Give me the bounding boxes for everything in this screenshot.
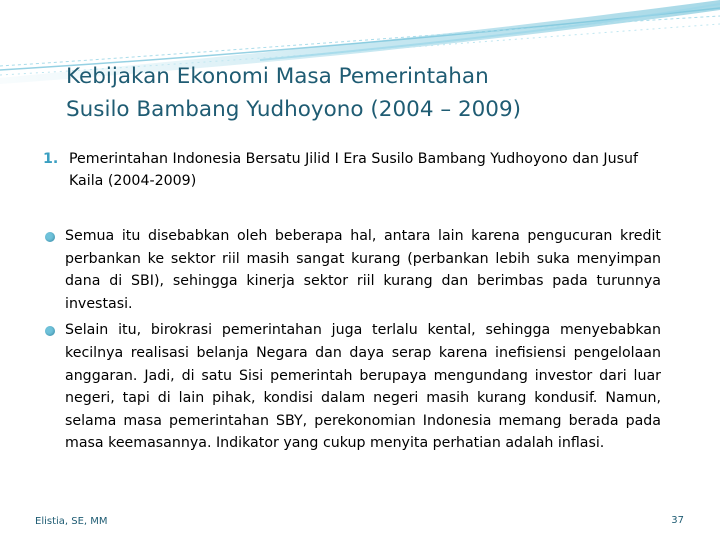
item-number: 1. bbox=[43, 151, 59, 167]
bullet-dot-icon bbox=[45, 326, 55, 336]
item-text: Pemerintahan Indonesia Bersatu Jilid I Era Susilo Bambang Yudhoyono dan Jusuf Kaila (2004-2009) bbox=[69, 151, 638, 189]
numbered-item bbox=[43, 148, 673, 192]
bullet-item bbox=[45, 319, 661, 455]
bullet-list bbox=[45, 225, 661, 459]
bullet-item bbox=[45, 225, 661, 315]
title-line-1: Kebijakan Ekonomi Masa Pemerintahan bbox=[66, 64, 489, 89]
title-line-2: Susilo Bambang Yudhoyono (2004 – 2009) bbox=[66, 97, 522, 122]
footer-author: Elistia, SE, MM bbox=[35, 516, 108, 527]
bullet-text: Semua itu disebabkan oleh beberapa hal, antara lain karena pengucuran kredit perbankan ke sektor riil masih sangat kurang (perbankan lebih suka menyimpan dana di SBI), sehingga kinerja sektor riil kurang dan berimbas pada turunnya investasi. bbox=[65, 228, 661, 312]
page-number: 37 bbox=[671, 515, 684, 526]
slide-title bbox=[66, 60, 686, 126]
bullet-text: Selain itu, birokrasi pemerintahan juga terlalu kental, sehingga menyebabkan kecilnya realisasi belanja Negara dan daya serap karena inefisiensi pengelolaan anggaran. Jadi, di satu Sisi pemerintah berupaya mengundang investor dari luar negeri, tapi di lain pihak, kondisi dalam negeri masih kurang kondusif. Namun, selama masa pemerintahan SBY, perekonomian Indonesia memang berada pada masa keemasannya. Indikator yang cukup menyita perhatian adalah inflasi. bbox=[65, 322, 661, 452]
bullet-dot-icon bbox=[45, 232, 55, 242]
